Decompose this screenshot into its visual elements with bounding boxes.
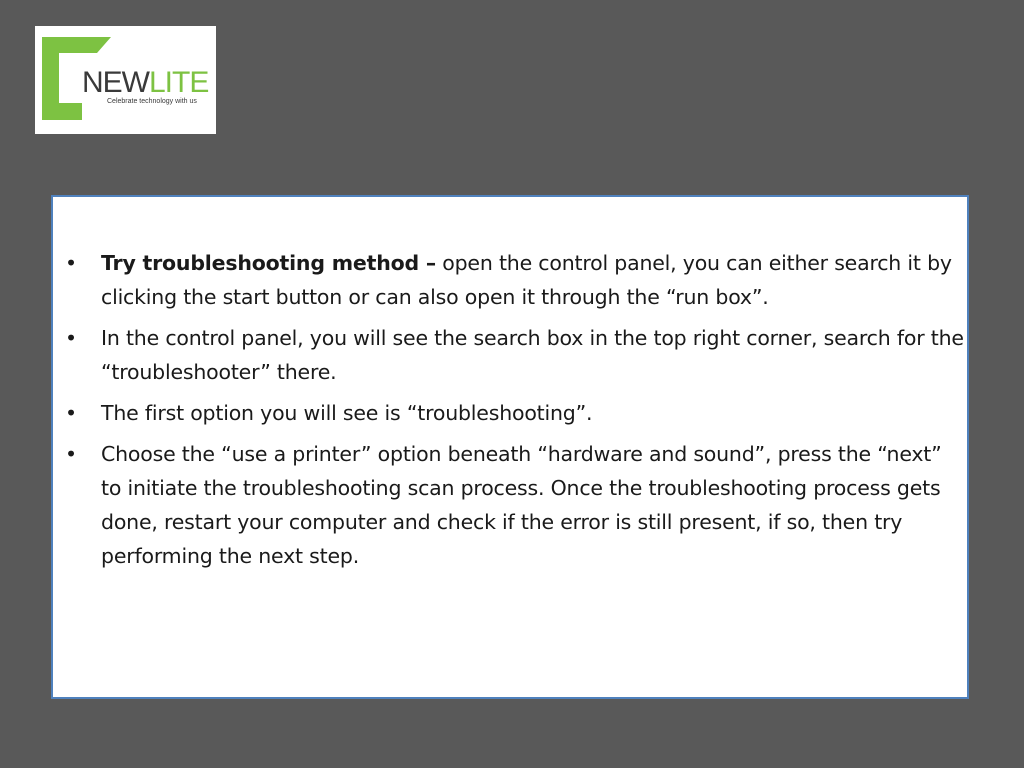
bullet-text: open the control panel, you can either search it by clicking the start button or can also open it through the “run box”.	[101, 251, 952, 309]
logo-tagline: Celebrate technology with us	[107, 98, 197, 105]
logo-brand-lite: LITE	[149, 66, 209, 99]
bullet-heading: Try troubleshooting method –	[101, 251, 436, 275]
bullet-point: •	[65, 251, 77, 275]
bullet-point: •	[65, 442, 77, 466]
list-item	[61, 321, 967, 389]
bullet-point: •	[65, 401, 77, 425]
bullet-point: •	[65, 326, 77, 350]
bullet-text: In the control panel, you will see the search box in the top right corner, search for the “troubleshooter” there.	[101, 326, 964, 384]
logo-brand-text	[82, 66, 208, 99]
list-item	[61, 246, 967, 314]
bullet-text: Choose the “use a printer” option beneath “hardware and sound”, press the “next” to initiate the troubleshooting scan process. Once the troubleshooting process gets done, restart your computer and check if the error is still present, if so, then try performing the next step.	[101, 442, 942, 568]
list-item	[61, 437, 967, 573]
bullet-text: The first option you will see is “troubleshooting”.	[101, 401, 593, 425]
list-item	[61, 396, 967, 430]
slide-content-box	[51, 195, 969, 699]
newlite-logo	[35, 26, 216, 134]
logo-brand-new: NEW	[82, 66, 149, 99]
logo-graphic	[35, 26, 216, 134]
bullet-list	[61, 246, 967, 580]
